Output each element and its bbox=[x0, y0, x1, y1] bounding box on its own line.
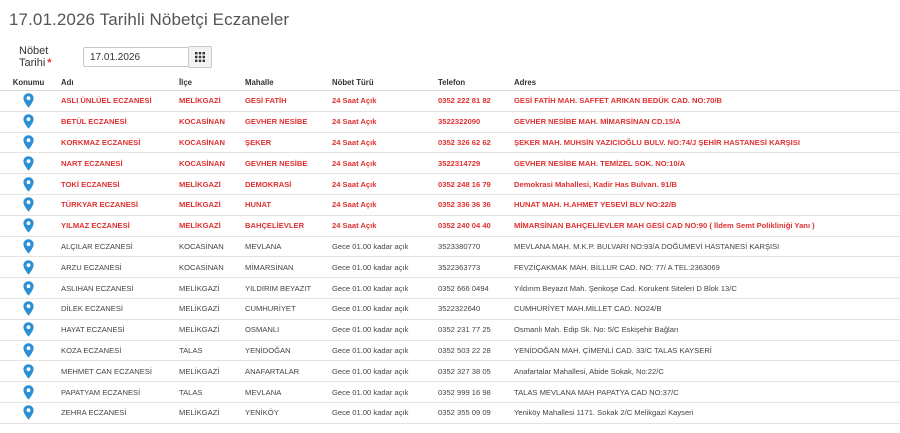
location-cell bbox=[0, 319, 57, 340]
location-cell bbox=[0, 298, 57, 319]
duty-type: 24 Saat Açık bbox=[328, 91, 434, 112]
table-row bbox=[0, 194, 900, 215]
neighborhood: GEVHER NESİBE bbox=[241, 111, 328, 132]
neighborhood: MEVLANA bbox=[241, 236, 328, 257]
neighborhood: GEVHER NESİBE bbox=[241, 153, 328, 174]
duty-type: Gece 01.00 kadar açık bbox=[328, 402, 434, 423]
location-cell bbox=[0, 132, 57, 153]
phone: 0352 666 0494 bbox=[434, 278, 510, 299]
address: Demokrasi Mahallesi, Kadir Has Bulvarı. 91/B bbox=[510, 174, 900, 195]
district: MELİKGAZİ bbox=[175, 361, 241, 382]
required-mark: * bbox=[47, 57, 52, 69]
table-row bbox=[0, 257, 900, 278]
pharmacy-name: DİLEK ECZANESİ bbox=[57, 298, 175, 319]
table-row bbox=[0, 361, 900, 382]
table-row bbox=[0, 402, 900, 423]
location-cell bbox=[0, 340, 57, 361]
location-cell bbox=[0, 153, 57, 174]
table-row bbox=[0, 278, 900, 299]
map-pin-icon[interactable] bbox=[23, 177, 34, 192]
map-pin-icon[interactable] bbox=[23, 114, 34, 129]
location-cell bbox=[0, 174, 57, 195]
pharmacy-name: ZEHRA ECZANESİ bbox=[57, 402, 175, 423]
neighborhood: DEMOKRASİ bbox=[241, 174, 328, 195]
location-cell bbox=[0, 361, 57, 382]
district: MELİKGAZİ bbox=[175, 174, 241, 195]
header-adres[interactable]: Adres bbox=[510, 74, 900, 91]
neighborhood: MEVLANA bbox=[241, 382, 328, 403]
header-telefon[interactable]: Telefon bbox=[434, 74, 510, 91]
location-cell bbox=[0, 236, 57, 257]
phone: 0352 336 36 36 bbox=[434, 194, 510, 215]
table-row bbox=[0, 153, 900, 174]
phone: 0352 999 16 98 bbox=[434, 382, 510, 403]
calendar-button[interactable] bbox=[189, 46, 212, 68]
neighborhood: OSMANLI bbox=[241, 319, 328, 340]
address: GESİ FATİH MAH. SAFFET ARIKAN BEDÜK CAD. NO:70/B bbox=[510, 91, 900, 112]
pharmacy-name: TOKİ ECZANESİ bbox=[57, 174, 175, 195]
address: Yeniköy Mahallesi 1171. Sokak 2/C Melikgazi Kayseri bbox=[510, 402, 900, 423]
district: KOCASİNAN bbox=[175, 153, 241, 174]
pharmacy-name: BETÜL ECZANESİ bbox=[57, 111, 175, 132]
pharmacy-table bbox=[0, 74, 900, 424]
district: TALAS bbox=[175, 382, 241, 403]
duty-type: 24 Saat Açık bbox=[328, 174, 434, 195]
neighborhood: YILDIRIM BEYAZIT bbox=[241, 278, 328, 299]
location-cell bbox=[0, 278, 57, 299]
address: YENİDOĞAN MAH. ÇİMENLİ CAD. 33/C TALAS KAYSERİ bbox=[510, 340, 900, 361]
header-nobet-turu[interactable]: Nöbet Türü bbox=[328, 74, 434, 91]
pharmacy-name: KOZA ECZANESİ bbox=[57, 340, 175, 361]
duty-type: 24 Saat Açık bbox=[328, 194, 434, 215]
phone: 3523380770 bbox=[434, 236, 510, 257]
pharmacy-name: HAYAT ECZANESİ bbox=[57, 319, 175, 340]
phone: 0352 231 77 25 bbox=[434, 319, 510, 340]
map-pin-icon[interactable] bbox=[23, 260, 34, 275]
neighborhood: YENİKÖY bbox=[241, 402, 328, 423]
map-pin-icon[interactable] bbox=[23, 405, 34, 420]
phone: 0352 248 16 79 bbox=[434, 174, 510, 195]
map-pin-icon[interactable] bbox=[23, 385, 34, 400]
header-ilce[interactable]: İlçe bbox=[175, 74, 241, 91]
map-pin-icon[interactable] bbox=[23, 343, 34, 358]
calendar-grid-icon bbox=[195, 52, 205, 62]
address: HUNAT MAH. H.AHMET YESEVİ BLV NO:22/B bbox=[510, 194, 900, 215]
phone: 0352 327 38 05 bbox=[434, 361, 510, 382]
duty-type: Gece 01.00 kadar açık bbox=[328, 382, 434, 403]
location-cell bbox=[0, 194, 57, 215]
duty-type: Gece 01.00 kadar açık bbox=[328, 361, 434, 382]
location-cell bbox=[0, 111, 57, 132]
location-cell bbox=[0, 382, 57, 403]
address: TALAS MEVLANA MAH PAPATYA CAD NO:37/C bbox=[510, 382, 900, 403]
duty-type: 24 Saat Açık bbox=[328, 132, 434, 153]
pharmacy-name: NART ECZANESİ bbox=[57, 153, 175, 174]
address: Yıldırım Beyazıt Mah. Şenkoşe Cad. Korukent Siteleri D Blok 13/C bbox=[510, 278, 900, 299]
pharmacy-name: YILMAZ ECZANESİ bbox=[57, 215, 175, 236]
duty-type: Gece 01.00 kadar açık bbox=[328, 236, 434, 257]
header-konumu[interactable]: Konumu bbox=[0, 74, 57, 91]
district: KOCASİNAN bbox=[175, 236, 241, 257]
district: TALAS bbox=[175, 340, 241, 361]
phone: 3522322640 bbox=[434, 298, 510, 319]
district: KOCASİNAN bbox=[175, 111, 241, 132]
table-row bbox=[0, 132, 900, 153]
phone: 3522322090 bbox=[434, 111, 510, 132]
district: MELİKGAZİ bbox=[175, 298, 241, 319]
phone: 0352 326 62 62 bbox=[434, 132, 510, 153]
duty-type: Gece 01.00 kadar açık bbox=[328, 257, 434, 278]
district: MELİKGAZİ bbox=[175, 402, 241, 423]
pharmacy-name: ARZU ECZANESİ bbox=[57, 257, 175, 278]
table-row bbox=[0, 382, 900, 403]
table-row bbox=[0, 91, 900, 112]
phone: 3522314729 bbox=[434, 153, 510, 174]
map-pin-icon[interactable] bbox=[23, 135, 34, 150]
header-adi[interactable]: Adı bbox=[57, 74, 175, 91]
map-pin-icon[interactable] bbox=[23, 156, 34, 171]
map-pin-icon[interactable] bbox=[23, 239, 34, 254]
phone: 3522363773 bbox=[434, 257, 510, 278]
pharmacy-name: PAPATYAM ECZANESİ bbox=[57, 382, 175, 403]
duty-type: Gece 01.00 kadar açık bbox=[328, 319, 434, 340]
address: ŞEKER MAH. MUHSİN YAZICIOĞLU BULV. NO:74/J ŞEHİR HASTANESİ KARŞISI bbox=[510, 132, 900, 153]
pharmacy-name: ASLIHAN ECZANESİ bbox=[57, 278, 175, 299]
table-row bbox=[0, 298, 900, 319]
location-cell bbox=[0, 257, 57, 278]
map-pin-icon[interactable] bbox=[23, 218, 34, 233]
pharmacy-name: ALÇILAR ECZANESİ bbox=[57, 236, 175, 257]
address: MEVLANA MAH. M.K.P. BULVARI NO:93/A DOĞUMEVİ HASTANESİ KARŞISI bbox=[510, 236, 900, 257]
neighborhood: ANAFARTALAR bbox=[241, 361, 328, 382]
district: MELİKGAZİ bbox=[175, 278, 241, 299]
map-pin-icon[interactable] bbox=[23, 322, 34, 337]
duty-type: Gece 01.00 kadar açık bbox=[328, 278, 434, 299]
table-header-row bbox=[0, 74, 900, 91]
header-mahalle[interactable]: Mahalle bbox=[241, 74, 328, 91]
table-row bbox=[0, 111, 900, 132]
date-filter-label: Nöbet Tarihi * bbox=[19, 45, 52, 69]
map-pin-icon[interactable] bbox=[23, 364, 34, 379]
duty-type: 24 Saat Açık bbox=[328, 215, 434, 236]
map-pin-icon[interactable] bbox=[23, 281, 34, 296]
address: GEVHER NESİBE MAH. MİMARSİNAN CD.15/A bbox=[510, 111, 900, 132]
district: MELİKGAZİ bbox=[175, 91, 241, 112]
district: MELİKGAZİ bbox=[175, 319, 241, 340]
map-pin-icon[interactable] bbox=[23, 197, 34, 212]
map-pin-icon[interactable] bbox=[23, 93, 34, 108]
address: FEVZİÇAKMAK MAH. BİLLUR CAD. NO: 77/ A TEL:2363069 bbox=[510, 257, 900, 278]
neighborhood: HUNAT bbox=[241, 194, 328, 215]
pharmacy-name: TÜRKYAR ECZANESİ bbox=[57, 194, 175, 215]
district: KOCASİNAN bbox=[175, 257, 241, 278]
address: Osmanlı Mah. Edip Sk. No: 5/C Eskişehir Bağları bbox=[510, 319, 900, 340]
table-row bbox=[0, 236, 900, 257]
neighborhood: YENİDOĞAN bbox=[241, 340, 328, 361]
district: MELİKGAZİ bbox=[175, 215, 241, 236]
phone: 0352 503 22 28 bbox=[434, 340, 510, 361]
location-cell bbox=[0, 402, 57, 423]
page-title: 17.01.2026 Tarihli Nöbetçi Eczaneler bbox=[9, 10, 290, 29]
duty-type: 24 Saat Açık bbox=[328, 111, 434, 132]
pharmacy-name: ASLI ÜNLÜEL ECZANESİ bbox=[57, 91, 175, 112]
duty-type: Gece 01.00 kadar açık bbox=[328, 340, 434, 361]
neighborhood: CUMHURİYET bbox=[241, 298, 328, 319]
pharmacy-name: MEHMET CAN ECZANESİ bbox=[57, 361, 175, 382]
duty-type: Gece 01.00 kadar açık bbox=[328, 298, 434, 319]
district: MELİKGAZİ bbox=[175, 194, 241, 215]
table-row bbox=[0, 215, 900, 236]
phone: 0352 355 09 09 bbox=[434, 402, 510, 423]
date-input[interactable] bbox=[83, 47, 189, 67]
district: KOCASİNAN bbox=[175, 132, 241, 153]
address: GEVHER NESİBE MAH. TEMİZEL SOK. NO:10/A bbox=[510, 153, 900, 174]
neighborhood: MİMARSİNAN bbox=[241, 257, 328, 278]
table-row bbox=[0, 319, 900, 340]
location-cell bbox=[0, 215, 57, 236]
neighborhood: BAHÇELİEVLER bbox=[241, 215, 328, 236]
address: CUMHURİYET MAH.MİLLET CAD. NO24/B bbox=[510, 298, 900, 319]
neighborhood: ŞEKER bbox=[241, 132, 328, 153]
duty-type: 24 Saat Açık bbox=[328, 153, 434, 174]
phone: 0352 222 81 82 bbox=[434, 91, 510, 112]
address: Anafartalar Mahallesi, Abide Sokak, No:22/C bbox=[510, 361, 900, 382]
table-row bbox=[0, 174, 900, 195]
pharmacy-name: KORKMAZ ECZANESİ bbox=[57, 132, 175, 153]
date-filter bbox=[19, 46, 212, 68]
neighborhood: GESİ FATİH bbox=[241, 91, 328, 112]
location-cell bbox=[0, 91, 57, 112]
table-row bbox=[0, 340, 900, 361]
phone: 0352 240 04 40 bbox=[434, 215, 510, 236]
map-pin-icon[interactable] bbox=[23, 301, 34, 316]
address: MİMARSİNAN BAHÇELİEVLER MAH GESİ CAD NO:90 ( İldem Semt Polikliniği Yanı ) bbox=[510, 215, 900, 236]
